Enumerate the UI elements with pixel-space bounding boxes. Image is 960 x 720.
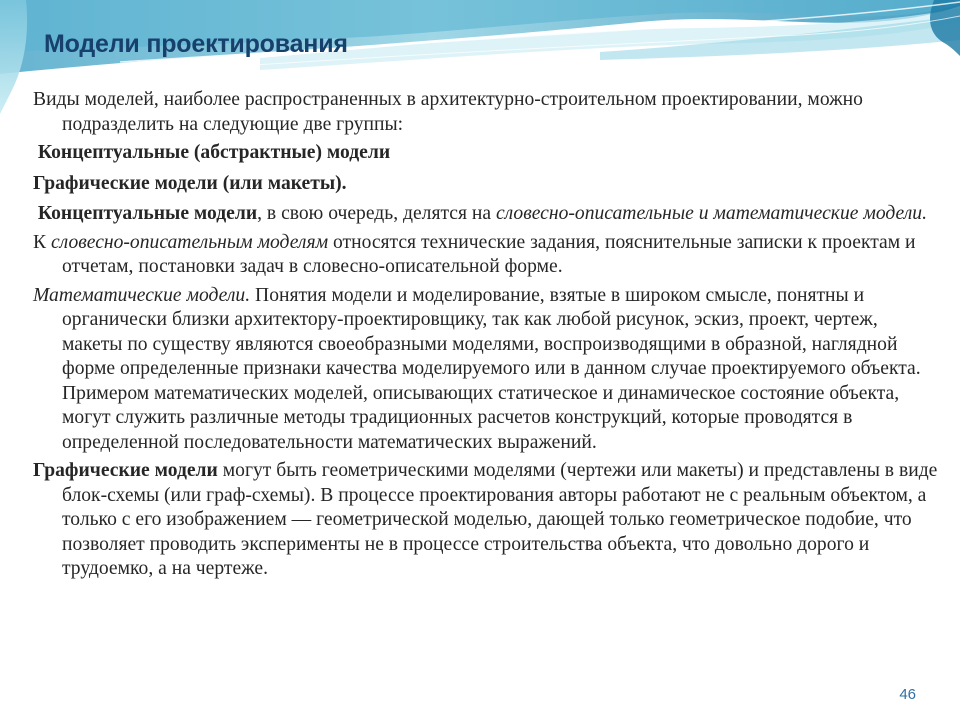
slide-title: Модели проектирования [44, 30, 348, 58]
graphic-models-term: Графические модели [33, 460, 218, 481]
paragraph-conceptual-division [33, 202, 939, 227]
paragraph-graphic-group [33, 172, 939, 197]
math-models-term: Математические модели. [33, 284, 251, 306]
slide-body [33, 88, 939, 586]
page-number: 46 [899, 686, 916, 703]
descriptive-prefix: К [33, 231, 51, 253]
paragraph-math-models [33, 284, 939, 456]
graphic-models-text: могут быть геометрическими моделями (чертежи или макеты) и представлены в виде блок-схемы (или граф-схемы). В процессе проектирования авторы работают не с реальным объектом, а только с его изображением — геометрической моделью, дающей только геометрическое подобие, что позволяет проводить эксперименты не в процессе строительства объекта, что довольно дорого и трудоемко, а на чертеже. [62, 460, 938, 579]
math-models-text: Понятия модели и моделирование, взятые в широком смысле, понятны и органически близки архитектору-проектировщику, так как любой рисунок, эскиз, проект, чертеж, макеты по существу являются своеобразными моделями, воспроизводящими в образной, наглядной форме определенные признаки качества моделируемого или в данном случае проектируемого объекта. Примером математических моделей, описывающих статическое и динамическое состояние объекта, могут служить различные методы традиционных расчетов конструкций, которые проводятся в определенной последовательности математических выражений. [62, 284, 921, 453]
conceptual-models-heading: Концептуальные (абстрактные) модели [37, 142, 391, 163]
descriptive-math-term: словесно-описательные и математические модели. [495, 203, 927, 224]
paragraph-conceptual-group [33, 141, 939, 166]
intro-text: Виды моделей, наиболее распространенных в архитектурно-строительном проектировании, можно подразделить на следующие две группы: [33, 89, 863, 135]
graphic-models-heading: Графические модели (или макеты). [33, 172, 347, 194]
paragraph-intro [33, 88, 939, 137]
paragraph-descriptive-models [33, 231, 939, 280]
conceptual-division-text: , в свою очередь, делятся на [257, 203, 496, 224]
descriptive-models-text: относятся технические задания, пояснительные записки к проектам и отчетам, постановки задач в словесно-описательной форме. [62, 231, 916, 277]
descriptive-models-term: словесно-описательным моделям [50, 231, 329, 253]
paragraph-graphic-models [33, 459, 939, 582]
conceptual-models-term: Концептуальные модели [37, 203, 258, 224]
